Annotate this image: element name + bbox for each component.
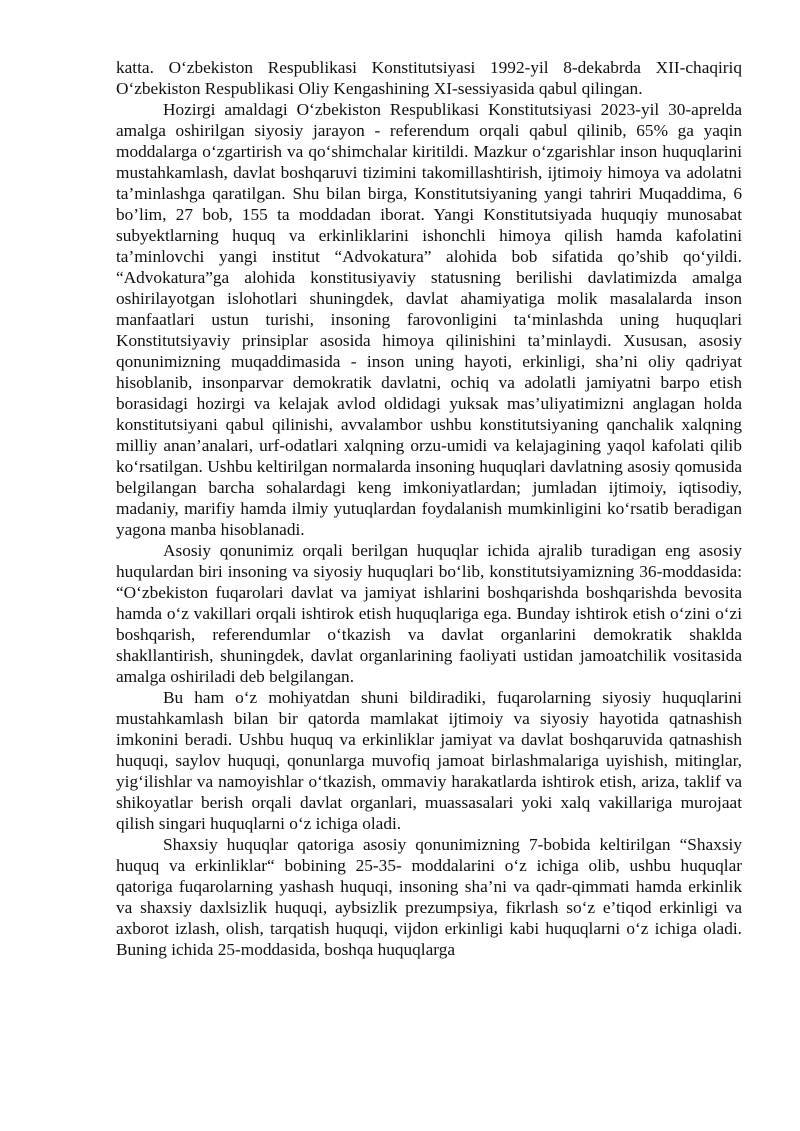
paragraph-1: katta. O‘zbekiston Respublikasi Konstitutsiyasi 1992-yil 8-dekabrda XII-chaqiriq O‘zbekiston Respublikasi Oliy Kengashining XI-sessiyasida qabul qilingan. [116, 58, 742, 98]
paragraph-2: Hozirgi amaldagi O‘zbekiston Respublikasi Konstitutsiyasi 2023-yil 30-aprelda amalga oshirilgan siyosiy jarayon - referendum orqali qabul qilinib, 65% ga yaqin moddalarga o‘zgartirish va qo‘shimchalar kiritildi. Mazkur o‘zgarishlar inson huquqlarini mustahkamlash, davlat boshqaruvi tizimini takomillashtirish, ijtimoiy himoya va adolatni ta’minlashga qaratilgan. Shu bilan birga, Konstitutsiyaning yangi tahriri Muqaddima, 6 bo’lim, 27 bob, 155 ta moddadan iborat. Yangi Konstitutsiyada huquqiy munosabat subyektlarning huquq va erkinliklarini ishonchli himoya qilish hamda kafolatini ta’minlovchi yangi institut “Advokatura” alohida bob sifatida qo’shib qo‘yildi. “Advokatura”ga alohida konstitusiyaviy statusning berilishi davlatimizda amalga oshirilayotgan islohotlari shuningdek, davlat ahamiyatiga molik masalalarda inson manfaatlari ustun turishi, insoning farovonligini ta‘minlashda uning huquqlari Konstitutsiyaviy prinsiplar asosida himoya qilinishini ta’minlaydi. Xususan, asosiy qonunimizning muqaddimasida - inson uning hayoti, erkinligi, sha’ni oliy qadriyat hisoblanib, insonparvar demokratik davlatni, ochiq va adolatli jamiyatni barpo etish borasidagi hozirgi va kelajak avlod oldidagi yuksak mas’uliyatimizni anglagan holda konstitutsiyani qabul qilinishi, avvalambor ushbu konstitutsiyaning qanchalik xalqning milliy anan’analari, urf-odatlari xalqning orzu-umidi va kelajagining yaqol kafolati qilib ko‘rsatilgan. Ushbu keltirilgan normalarda insoning huquqlari davlatning asosiy qomusida belgilangan barcha sohalardagi keng imkoniyatlardan; jumladan ijtimoiy, iqtisodiy, madaniy, marifiy hamda ilmiy yutuqlardan foydalanish mumkinligini ko‘rsatib beradigan yagona manba hisoblanadi. [116, 100, 742, 539]
paragraph-4: Bu ham o‘z mohiyatdan shuni bildiradiki, fuqarolarning siyosiy huquqlarini mustahkamlash bilan bir qatorda mamlakat ijtimoiy va siyosiy hayotida qatnashish imkonini beradi. Ushbu huquq va erkinliklar jamiyat va davlat boshqaruvida qatnashish huquqi, saylov huquqi, qonunlarga muvofiq jamoat birlashmalariga uyishish, mitinglar, yig‘ilishlar va namoyishlar o‘tkazish, ommaviy harakatlarda ishtirok etish, ariza, taklif va shikoyatlar berish orqali davlat organlari, muassasalari yoki xalq vakillariga murojaat qilish singari huquqlarni o‘z ichiga oladi. [116, 688, 742, 833]
paragraph-3: Asosiy qonunimiz orqali berilgan huquqlar ichida ajralib turadigan eng asosiy huqulardan biri insoning va siyosiy huquqlari bo‘lib, konstitutsiyamizning 36-moddasida: “O‘zbekiston fuqarolari davlat va jamiyat ishlarini boshqarishda boshqarishda bevosita hamda o‘z vakillari orqali ishtirok etish huquqlariga ega. Bunday ishtirok etish o‘zini o‘zi boshqarish, referendumlar o‘tkazish va davlat organlarini demokratik shaklda shakllantirish, shuningdek, davlat organlarining faoliyati ustidan jamoatchilik vositasida amalga oshiriladi deb belgilangan. [116, 541, 742, 686]
document-page [116, 57, 742, 960]
paragraph-5: Shaxsiy huquqlar qatoriga asosiy qonunimizning 7-bobida keltirilgan “Shaxsiy huquq va erkinliklar“ bobining 25-35- moddalarini o‘z ichiga olib, ushbu huquqlar qatoriga fuqarolarning yashash huquqi, insoning sha’ni va qadr-qimmati hamda erkinlik va shaxsiy daxlsizlik huquqi, aybsizlik prezumpsiya, fikrlash so‘z e’tiqod erkinligi va axborot izlash, olish, tarqatish huquqi, vijdon erkinligi kabi huquqlarni o‘z ichiga oladi. Buning ichida 25-moddasida, boshqa huquqlarga [116, 835, 742, 959]
